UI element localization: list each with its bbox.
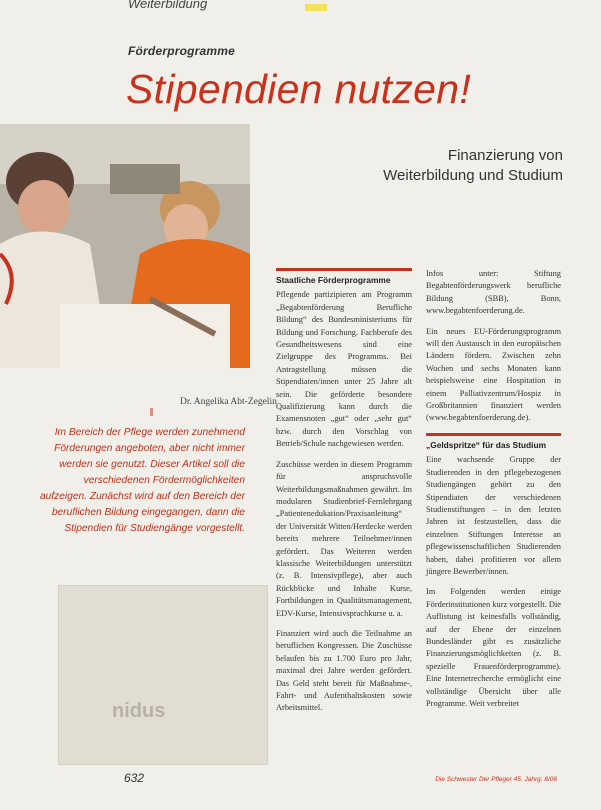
author-name: Dr. Angelika Abt-Zegelin bbox=[180, 397, 277, 407]
article-title: Stipendien nutzen! bbox=[126, 66, 472, 112]
paragraph: Im Folgenden werden einige Förderinstitutionen kurz vorgestellt. Die Auflistung ist keinesfalls vollständig, auf der Ebene der einzelnen Bundesländer gibt es zusätzliche Finanzierungsmöglichkeiten (z. B. spezielle Frauenförderprogramme). Eine Internetrecherche ermöglicht eine vollständige Übersicht über alle Programme. Weit verbreitet bbox=[426, 587, 561, 708]
journal-reference: Die Schwester Der Pfleger 45. Jahrg. 8/06 bbox=[435, 776, 557, 783]
paragraph: Pflegende partizipieren am Programm „Begabtenförderung Berufliche Bildung“ des Bundesministeriums für Bildung und Forschung. Fachberufe des Gesundheitswesens sind eine Zielgruppe des Programms. Bei Antragstellung müssen die Stipendiaten/innen unter 25 Jahre alt sein. Die geförderte besondere Qualifizierung kann durch die Examensnoten „gut“ oder „sehr gut“ bzw. durch den Vorschlag von Betrieb/Schule nachgewiesen werden. bbox=[276, 290, 412, 449]
paragraph: Zuschüsse werden in diesem Programm für anspruchsvolle Weiterbildungsmaßnahmen gewährt. Im modularen Studienbrief-Fernlehrgang „Patientenedukation/Praxisanleitung“ der Universität Witten/Herdecke werden bereits mehrere Teilnehmer/innen gefördert. Das Weiteren werden klassische Weiterbildungen unterstützt (z. B. Intensivpflege), aber auch Rückblicke und Inhalte Kurse, Fortbildungen in Qualitätsmanagement, EDV-Kurse, Intensivsprachkurse u. a. bbox=[276, 459, 412, 618]
article-intro: Im Bereich der Pflege werden zunehmend Förderungen angeboten, aber nicht immer werden sie genutzt. Dieser Artikel soll die verschiedenen Fördermöglichkeiten aufzeigen. Zunächst wird auf den Bereich der beruflichen Bildung eingegangen, dann die Stipendien für Studiengänge vorgestellt. bbox=[40, 427, 246, 534]
section-rule bbox=[426, 433, 561, 436]
header-accent-bar bbox=[305, 4, 327, 11]
paragraph: Ein neues EU-Förderungsprogramm will den Austausch in den europäischen Ländern fördern. Zwischen zehn Wochen und sechs Monaten kann beispielsweise eine Hospitation in einem Palliativzentrum/Hospiz in Großbritannien finanziert werden (www.begabtenfoerderung.de). bbox=[426, 326, 561, 423]
article-subtitle bbox=[303, 146, 563, 186]
text-column-right bbox=[426, 268, 561, 718]
section-rule bbox=[276, 268, 412, 271]
advertisement-text: nidus bbox=[112, 700, 166, 722]
paragraph: Finanziert wird auch die Teilnahme an beruflichen Kongressen. Die Zuschüsse belaufen bis zu 1.700 Euro pro Jahr, maximal drei Jahre werden gefördert. Das Geld steht bereit für Maßnahme-, Fahrt- und Aufenthaltskosten sowie Arbeitsmittel. bbox=[276, 628, 412, 713]
article-photo bbox=[0, 124, 250, 368]
section-heading-state-programs: Staatliche Förderprogramme bbox=[276, 275, 391, 285]
section-label: Weiterbildung bbox=[128, 0, 208, 11]
subtitle-line-2: Weiterbildung und Studium bbox=[383, 167, 563, 184]
page-number: 632 bbox=[124, 771, 145, 785]
subtitle-line-1: Finanzierung von bbox=[447, 147, 563, 164]
text-column-middle bbox=[276, 268, 412, 723]
paragraph: Infos unter: Stiftung Begabtenförderungswerk berufliche Bildung (SBB), Bonn, www.begabtenfoerderung.de. bbox=[426, 269, 561, 316]
kicker: Förderprogramme bbox=[128, 44, 236, 58]
section-heading-study-funding: „Geldspritze“ für das Studium bbox=[426, 439, 547, 450]
intro-marker bbox=[150, 408, 153, 416]
advertisement-box bbox=[58, 585, 268, 765]
paragraph: Eine wachsende Gruppe der Studierenden in den pflegebezogenen Studiengängen gehört zu den Stipendiaten der verschiedenen Studienstiftungen – in den letzten Jahren ist festzustellen, dass die einzelnen Stiftungen Interesse an pflegewissenschaftlichen Studierenden haben, dabei profitieren vor allem jüngere Bewerber/innen. bbox=[426, 455, 561, 576]
